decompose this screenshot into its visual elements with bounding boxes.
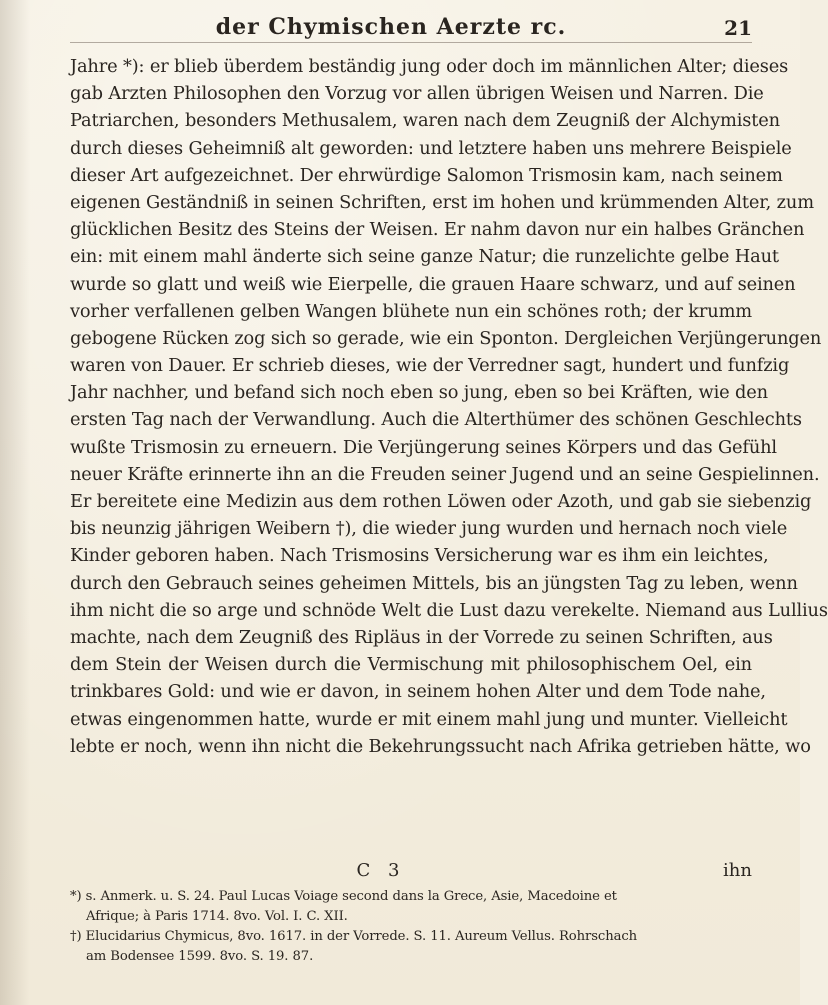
text-line: neuer Kräfte erinnerte ihn an die Freuden seiner Jugend und an seine Gespielinnen.	[70, 463, 820, 485]
text-line: ein: mit einem mahl änderte sich seine ganze Natur; die runzelichte gelbe Haut	[70, 246, 779, 268]
text-line: Er bereitete eine Medizin aus dem rothen Löwen oder Azoth, und gab sie siebenzig	[70, 491, 812, 512]
footnote-line: †) Elucidarius Chymicus, 8vo. 1617. in der Vorrede. S. 11. Aureum Vellus. Rohrschach	[70, 929, 638, 944]
text-line: Patriarchen, besonders Methusalem, waren nach dem Zeugniß der Alchymisten	[70, 110, 780, 132]
text-line: vorher verfallenen gelben Wangen blühete nun ein schönes roth; der krumm	[70, 300, 752, 322]
text-line: ihm nicht die so arge und schnöde Welt die Lust dazu verekelte. Niemand aus Lullius	[70, 599, 828, 621]
text-line: wußte Trismosin zu erneuern. Die Verjüngerung seines Körpers und das Gefühl	[70, 436, 777, 458]
text-line: lebte er noch, wenn ihn nicht die Bekehrungssucht nach Afrika getrieben hätte, wo	[70, 735, 811, 757]
text-line: gab Arzten Philosophen den Vorzug vor allen übrigen Weisen und Narren. Die	[70, 83, 764, 105]
text-line: etwas eingenommen hatte, wurde er mit einem mahl jung und munter. Vielleicht	[70, 708, 788, 730]
text-line: machte, nach dem Zeugniß des Ripläus in der Vorrede zu seinen Schriften, aus	[70, 626, 773, 648]
footnotes	[70, 887, 752, 967]
footnote-line: *) s. Anmerk. u. S. 24. Paul Lucas Voiage second dans la Grece, Asie, Macedoine et	[70, 889, 617, 904]
page-number: 21	[724, 16, 752, 40]
text-line: trinkbares Gold: und wie er davon, in seinem hohen Alter und dem Tode nahe,	[70, 681, 766, 703]
header-rule	[70, 42, 752, 43]
text-line: Jahr nachher, und befand sich noch eben so jung, eben so bei Kräften, wie den	[70, 382, 768, 404]
text-line: dem Stein der Weisen durch die Vermischung mit philosophischem Oel, ein	[70, 654, 752, 676]
text-line: durch dieses Geheimniß alt geworden: und letztere haben uns mehrere Beispiele	[70, 137, 792, 159]
footnote-line: Afrique; à Paris 1714. 8vo. Vol. I. C. XII.	[86, 909, 348, 924]
text-line	[70, 760, 752, 787]
text-line: dieser Art aufgezeichnet. Der ehrwürdige Salomon Trismosin kam, nach seinem	[70, 164, 783, 186]
page-header	[70, 0, 752, 40]
footnote-line: am Bodensee 1599. 8vo. S. 19. 87.	[86, 949, 314, 964]
running-head: der Chymischen Aerzte rc.	[215, 14, 567, 40]
text-line: glücklichen Besitz des Steins der Weisen. Er nahm davon nur ein halbes Gränchen	[70, 219, 805, 241]
text-line: wurde so glatt und weiß wie Eierpelle, die grauen Haare schwarz, und auf seinen	[70, 273, 796, 295]
text-line: eigenen Geständniß in seinen Schriften, erst im hohen und krümmenden Alter, zum	[70, 191, 814, 213]
text-line: gebogene Rücken zog sich so gerade, wie ein Sponton. Dergleichen Verjüngerungen	[70, 327, 822, 349]
signature-row	[70, 857, 752, 883]
text-line: bis neunzig jährigen Weibern †), die wieder jung wurden und hernach noch viele	[70, 518, 788, 540]
text-line: Jahre *): er blieb überdem beständig jung oder doch im männlichen Alter; dieses	[70, 56, 789, 77]
catchword: ihn	[723, 859, 752, 881]
text-line: durch den Gebrauch seines geheimen Mittels, bis an jüngsten Tag zu leben, wenn	[70, 572, 798, 594]
text-line: ersten Tag nach der Verwandlung. Auch die Alterthümer des schönen Geschlechts	[70, 409, 802, 431]
page-gutter-shadow	[0, 0, 30, 1005]
text-line: Kinder geboren haben. Nach Trismosins Versicherung war es ihm ein leichtes,	[70, 545, 769, 567]
text-line: waren von Dauer. Er schrieb dieses, wie der Verredner sagt, hundert und funfzig	[70, 355, 790, 377]
signature-mark: C 3	[356, 859, 406, 881]
body-text	[70, 53, 828, 787]
